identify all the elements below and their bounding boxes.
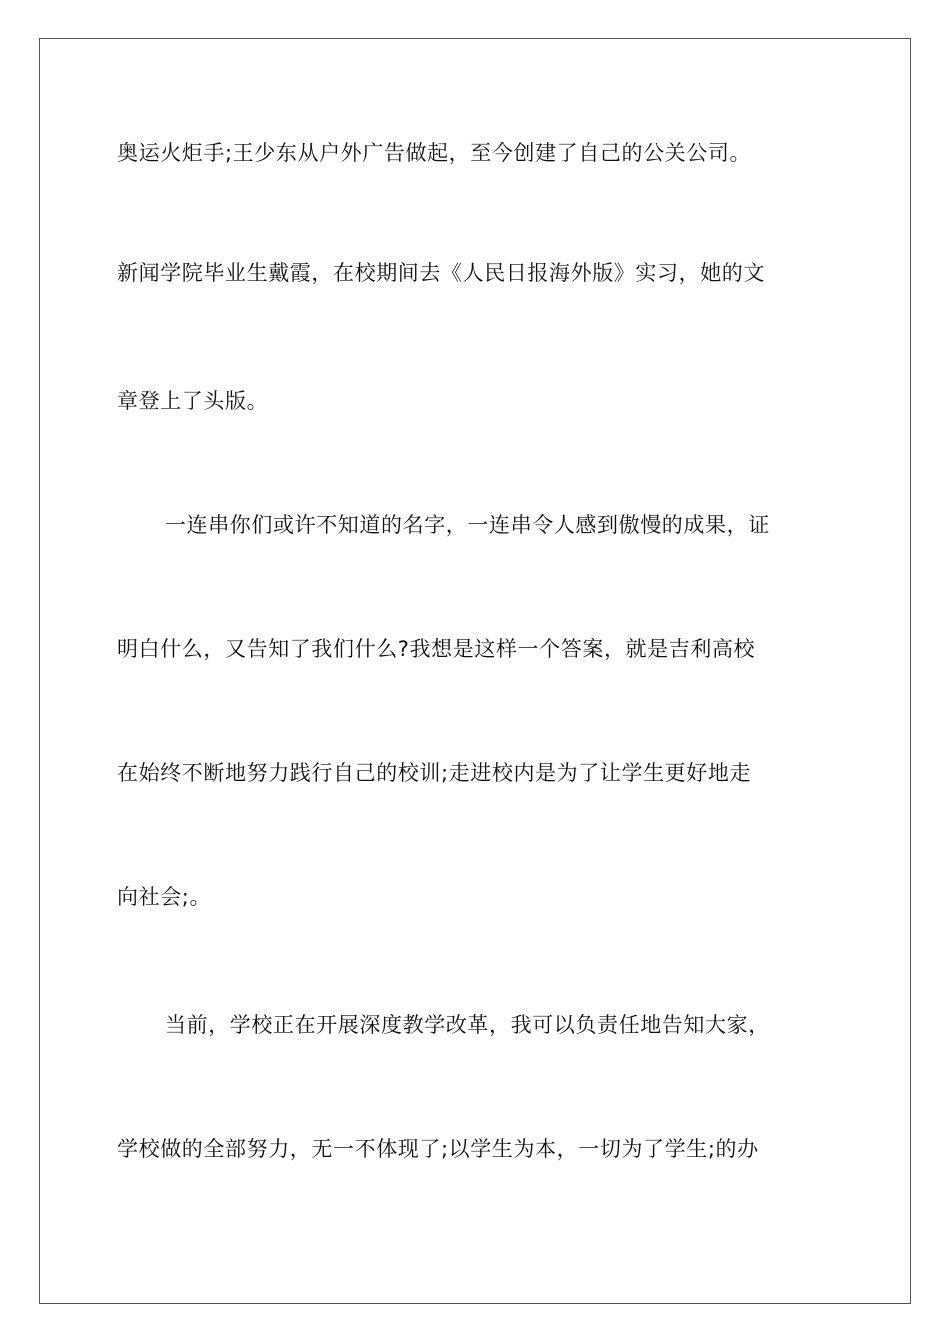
text-line-8: 当前，学校正在开展深度教学改革，我可以负责任地告知大家， bbox=[165, 1013, 770, 1037]
text-line-6: 在始终不断地努力践行自己的校训;走进校内是为了让学生更好地走 bbox=[117, 761, 752, 785]
page-border bbox=[39, 38, 911, 1304]
text-line-9: 学校做的全部努力，无一不体现了;以学生为本，一切为了学生;的办 bbox=[117, 1137, 759, 1161]
text-line-1: 奥运火炬手;王少东从户外广告做起，至今创建了自己的公关公司。 bbox=[117, 141, 752, 165]
text-line-4: 一连串你们或许不知道的名字，一连串令人感到傲慢的成果，证 bbox=[165, 513, 770, 537]
text-line-5: 明白什么，又告知了我们什么?我想是这样一个答案，就是吉利高校 bbox=[117, 637, 756, 661]
text-line-3: 章登上了头版。 bbox=[117, 389, 269, 413]
text-line-2: 新闻学院毕业生戴霞，在校期间去《人民日报海外版》实习，她的文 bbox=[117, 261, 765, 285]
text-line-7: 向社会;。 bbox=[117, 885, 212, 909]
